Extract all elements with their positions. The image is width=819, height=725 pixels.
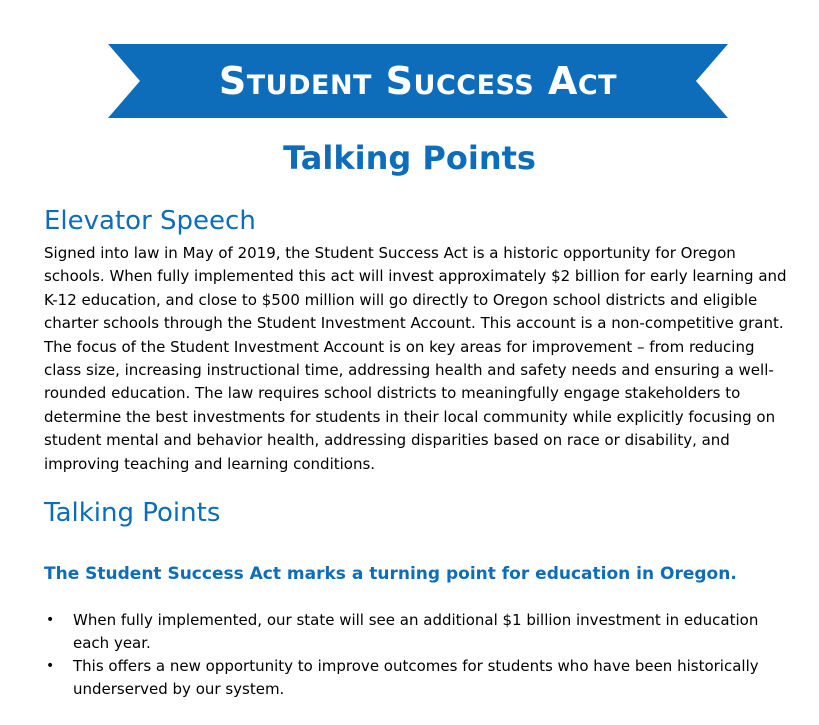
banner-title: Student Success Act: [218, 59, 618, 103]
talking-points-heading: Talking Points: [44, 498, 221, 528]
list-item: [44, 655, 789, 701]
bullet-icon: •: [46, 658, 55, 674]
list-item-text: This offers a new opportunity to improve outcomes for students who have been historically underserved by our system.: [73, 657, 759, 698]
document-title: Talking Points: [283, 139, 536, 177]
elevator-speech-heading: Elevator Speech: [44, 206, 256, 236]
title-banner: [108, 44, 728, 118]
elevator-speech-body: Signed into law in May of 2019, the Student Success Act is a historic opportunity for Oregon schools. When fully implemented this act will invest approximately $2 billion for early learning and K-12 education, and close to $500 million will go directly to Oregon school districts and eligible charter schools through the Student Investment Account. This account is a non-competitive grant. The focus of the Student Investment Account is on key areas for improvement – from reducing class size, increasing instructional time, addressing health and safety needs and ensuring a well-rounded education. The law requires school districts to meaningfully engage stakeholders to determine the best investments for students in their local community while explicitly focusing on student mental and behavior health, addressing disparities based on race or disability, and improving teaching and learning conditions.: [44, 244, 787, 473]
list-item-text: When fully implemented, our state will see an additional $1 billion investment in education each year.: [73, 611, 759, 652]
bullet-icon: •: [46, 612, 55, 628]
talking-points-subheading: The Student Success Act marks a turning point for education in Oregon.: [44, 564, 737, 584]
list-item: [44, 609, 789, 655]
talking-points-list: [44, 609, 789, 701]
